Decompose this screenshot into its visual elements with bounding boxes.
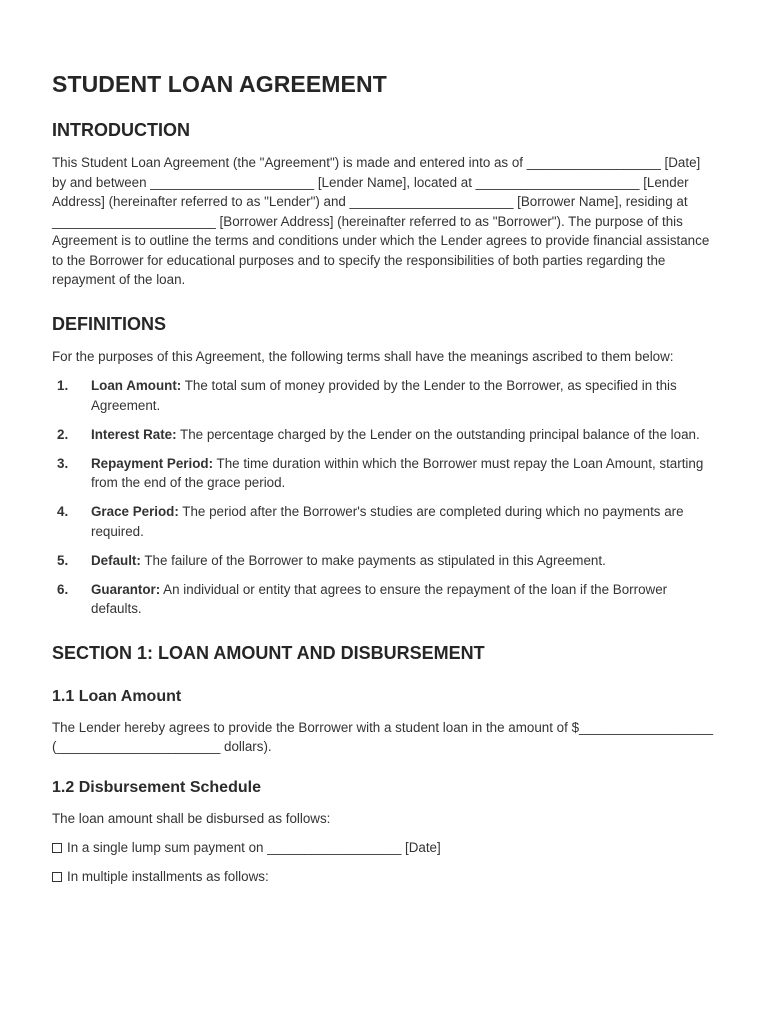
introduction-paragraph: This Student Loan Agreement (the "Agreement") is made and entered into as of __________________ [Date] by and between ______________________ [Lender Name], located at ______________________ [Lender Address] (hereinafter referred to as "Lender") and ______________________ [Borrower Name], residing at ______________________ [Borrower Address] (hereinafter referred to as "Borrower"). The purpose of this Agreement is to outline the terms and conditions under which the Lender agrees to provide financial assistance to the Borrower for educational purposes and to specify the responsibilities of both parties regarding the repayment of the loan. <box>52 155 710 287</box>
disbursement-schedule-paragraph: The loan amount shall be disbursed as follows: <box>52 810 331 826</box>
definition-item <box>52 580 718 619</box>
lump-sum-option-label: In a single lump sum payment on __________________ [Date] <box>67 840 441 855</box>
definition-term: Grace Period: <box>91 504 179 519</box>
definitions-intro: For the purposes of this Agreement, the following terms shall have the meanings ascribed to them below: <box>52 348 674 364</box>
definition-number: 3. <box>57 455 69 471</box>
definition-item <box>52 502 718 541</box>
definition-text: The period after the Borrower's studies are completed during which no payments are required. <box>91 504 684 539</box>
disbursement-schedule-heading: 1.2 Disbursement Schedule <box>52 778 261 796</box>
definitions-heading: DEFINITIONS <box>52 313 167 334</box>
definition-item <box>52 425 718 445</box>
definition-item <box>52 551 718 571</box>
definition-number: 2. <box>57 426 69 442</box>
installments-option[interactable] <box>52 867 718 887</box>
definition-number: 1. <box>57 378 69 393</box>
document-title: STUDENT LOAN AGREEMENT <box>52 71 387 97</box>
definition-term: Default: <box>91 552 141 568</box>
loan-amount-paragraph: The Lender hereby agrees to provide the Borrower with a student loan in the amount of $__________________ (______________________ dollars). <box>52 719 714 754</box>
definition-text: The time duration within which the Borrower must repay the Loan Amount, starting from the end of the grace period. <box>91 455 704 490</box>
checkbox-icon[interactable] <box>52 843 62 853</box>
checkbox-icon[interactable] <box>52 872 62 882</box>
definition-term: Interest Rate: <box>91 426 177 442</box>
definition-number: 4. <box>57 504 69 519</box>
introduction-heading: INTRODUCTION <box>52 120 190 140</box>
definition-item <box>52 454 718 493</box>
definition-term: Repayment Period: <box>91 455 214 471</box>
loan-amount-heading: 1.1 Loan Amount <box>52 687 182 705</box>
lump-sum-option[interactable] <box>52 838 718 858</box>
definition-text: The total sum of money provided by the Lender to the Borrower, as specified in this Agreement. <box>91 378 677 413</box>
installments-option-label: In multiple installments as follows: <box>67 869 269 884</box>
section1-heading: SECTION 1: LOAN AMOUNT AND DISBURSEMENT <box>52 642 485 663</box>
definition-number: 5. <box>57 552 69 568</box>
definition-item <box>52 376 718 415</box>
definitions-list <box>52 376 718 619</box>
definition-text: An individual or entity that agrees to ensure the repayment of the loan if the Borrower defaults. <box>91 581 668 616</box>
definition-term: Guarantor: <box>91 581 161 597</box>
definition-text: The percentage charged by the Lender on the outstanding principal balance of the loan. <box>176 426 700 442</box>
definition-number: 6. <box>57 581 69 597</box>
definition-text: The failure of the Borrower to make payments as stipulated in this Agreement. <box>140 552 606 568</box>
definition-term: Loan Amount: <box>91 378 182 393</box>
